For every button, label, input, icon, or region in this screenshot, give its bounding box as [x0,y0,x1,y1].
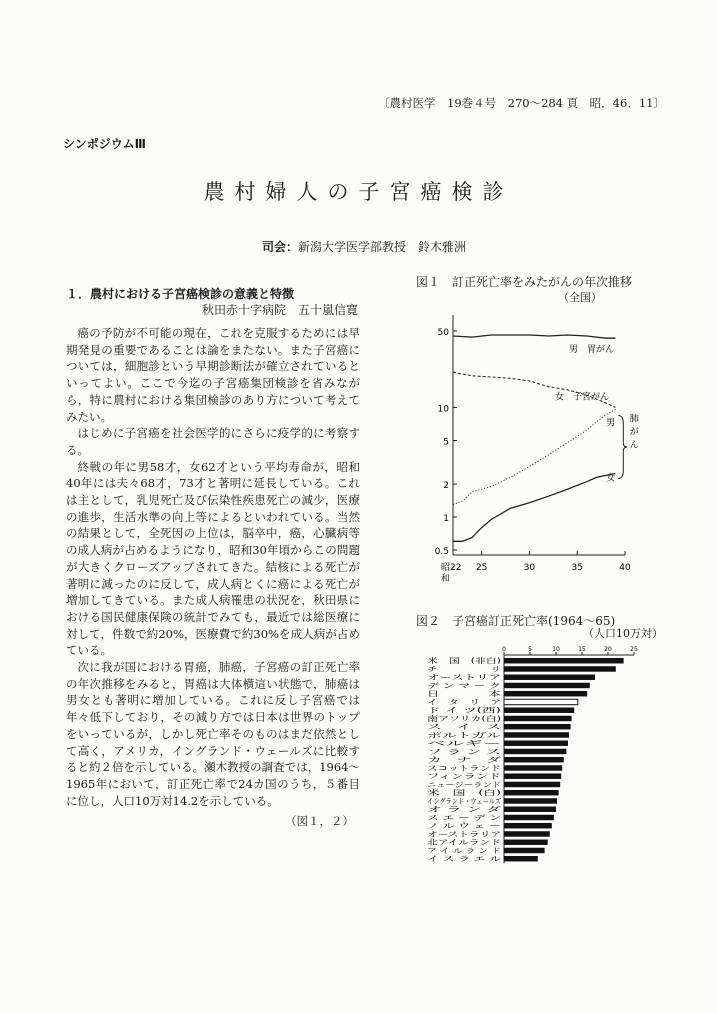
figure-reference: （図１，２） [285,814,354,829]
series-label: 女 [606,473,616,484]
bar [504,732,569,737]
series-line [453,335,615,338]
bar-label: ポルトガル [427,731,502,740]
bar [504,757,564,762]
bar-label: スコットランド [427,764,501,773]
chair-label: 司会： [262,240,299,254]
x-tick-label: 30 [523,563,536,573]
bar-label: イ タ リ ア [427,698,475,707]
bar [504,815,554,820]
bar-label: フ ラ ン ス [427,747,501,756]
bracket-label: 肺 [629,414,639,425]
paragraph: 終戦の年に男58才，女62才という平均寿命が，昭和40年には夫々68才，73才と著明に延長している。これは主として，乳児死亡及び伝染性疾患死亡の減少，医療の進歩，生活水準の向上等によるといわれている。当然の結果として，全死因の上位は，脳卒中，癌，心臓病等の成人病が占めるようになり，昭和30年頃からこの問題が大きくクローズアップされてきた。結核による死亡が著明に減ったのに反して，成人病とくに癌による死亡が増加してきている。また成人病罹患の状況を，秋田県における国民健康保険の統計でみても，最近では総医療に対して，件数で約20%，医療費で約30%を成人病が占めている。 [66,459,360,658]
bar-label: オーストリア [427,673,501,682]
paragraph: 次に我が国における胃癌，肺癌，子宮癌の訂正死亡率の年次推移をみると，胃癌は大体横這い状態で，肺癌は男女とも著明に増加している。これに反し子宮癌では年々低下しており，その減り方では日本は世界のトップをいっているが，しかし死亡率そのものはまだ依然として高く，アメリカ，イングランド・ウェールズに比較すると約２倍を示している。瀬木教授の調査では，1964～1965年において，訂正死亡率で24カ国のうち，５番目に位し，人口10万対14.2を示している。 [66,660,360,808]
bar-label: ス エ ー デ ン [427,813,502,822]
bar-label: デ ン マ ー ク [427,681,501,690]
bar-label: オ ラ ン ダ [427,805,502,814]
bar-label: ド イ ツ(西) [427,706,502,715]
main-title: 農村婦人の子宮癌検診 [203,180,514,204]
bar-label: 米 国 (白) [427,789,467,797]
x-tick-label: 25 [630,646,638,653]
section-heading: １．農村における子宮癌検診の意義と特徴 [66,287,295,301]
bar [504,823,552,828]
bar-label: ノ ル ウ ェ ー [427,822,502,830]
bar [504,716,572,721]
bar-label: ニュージーランド [427,780,501,789]
series-label: 女 子宮がん [554,392,610,403]
x-tick-label: 40 [619,563,631,573]
series-label: 男 胃がん [569,345,615,356]
bar-label: ア イ ル ラ ン ド [427,846,501,855]
bar [504,666,616,671]
bar-label: 北アイルランド [427,838,474,847]
bar-label: 南アフリカ(白) [427,714,473,723]
bar [504,840,548,845]
x-tick-label: 25 [475,563,488,573]
series-line [453,410,615,505]
citation: 〔農村医学 19巻４号 270～284 頁 昭．46．11〕 [378,96,665,110]
bar-label: チ リ [427,665,501,674]
x-tick-label: 0 [502,646,506,653]
bar-label: ス イ ス [427,723,501,731]
y-tick-label: 0.5 [434,546,449,557]
bar [504,749,566,754]
x-start-label: 昭22 [441,563,462,573]
bar-label: フィンランド [427,772,501,781]
bar [504,774,561,779]
bar-label: イングランド・ウェールズ [427,797,502,806]
bar-label: イ ス ラ エ ル [427,855,502,863]
bar [504,724,571,729]
bar [504,765,562,770]
bracket-label: が [629,427,639,438]
section-author: 秋田赤十字病院 五十嵐信寛 [202,303,359,317]
x-start-label-2: 和 [441,574,451,584]
bar [504,798,557,803]
y-tick-label: 50 [437,328,449,339]
bar [504,691,587,696]
bar [504,708,574,713]
bar [504,675,595,680]
body-text [66,325,360,830]
bar-label: カ ナ ダ [427,756,502,764]
bar [504,831,550,836]
bar [504,856,538,861]
bar [504,807,556,812]
bar-label: オーストラリア [427,830,501,839]
bar [504,699,578,704]
x-tick-label: 5 [528,646,532,653]
symposium-label: シンポジウムⅢ [63,137,146,151]
bar [504,790,559,795]
y-tick-label: 1 [443,514,449,525]
bar [504,658,624,663]
bar-label: 日 本 [427,690,468,698]
y-tick-label: 10 [437,404,449,415]
bar [504,782,560,787]
figure2-chart [424,645,654,875]
x-tick-label: 15 [578,646,586,653]
x-tick-label: 10 [552,646,560,653]
bar [504,848,545,853]
series-label: 男 [606,418,616,429]
bar [504,683,590,688]
chair-line [262,238,466,255]
chair-name: 新潟大学医学部教授 鈴木雅洲 [298,240,467,254]
x-tick-label: 20 [604,646,612,653]
bar [504,741,568,746]
y-tick-label: 5 [443,437,449,448]
y-tick-label: 2 [443,481,449,492]
x-tick-label: 35 [571,563,583,573]
series-line [453,474,615,542]
bar-label: ベルギー [427,739,502,748]
figure1-region: （全国） [558,291,602,304]
bar-label: 米 国 (非白) [427,657,474,665]
paragraph: 癌の予防が不可能の現在，これを克服するためには早期発見の重要であることは論をまたない。また子宮癌については，細胞診という早期診断法が確立されているといってよい。ここで今迄の子宮癌集団検診を省みながら，特に農村における集団検診のあり方について考えてみたい。 [66,326,360,424]
bracket-label: ん [629,440,639,451]
figure2-caption: 図２ 子宮癌訂正死亡率(1964～65) [416,614,616,628]
figure2-unit: （人口10万対） [583,627,663,640]
series-bracket [618,415,627,478]
paragraph: はじめに子宮癌を社会医学的にさらに疫学的に考察する。 [66,426,360,457]
figure1-chart [413,305,643,595]
figure1-caption: 図１ 訂正死亡率をみたがんの年次推移 [416,275,633,289]
